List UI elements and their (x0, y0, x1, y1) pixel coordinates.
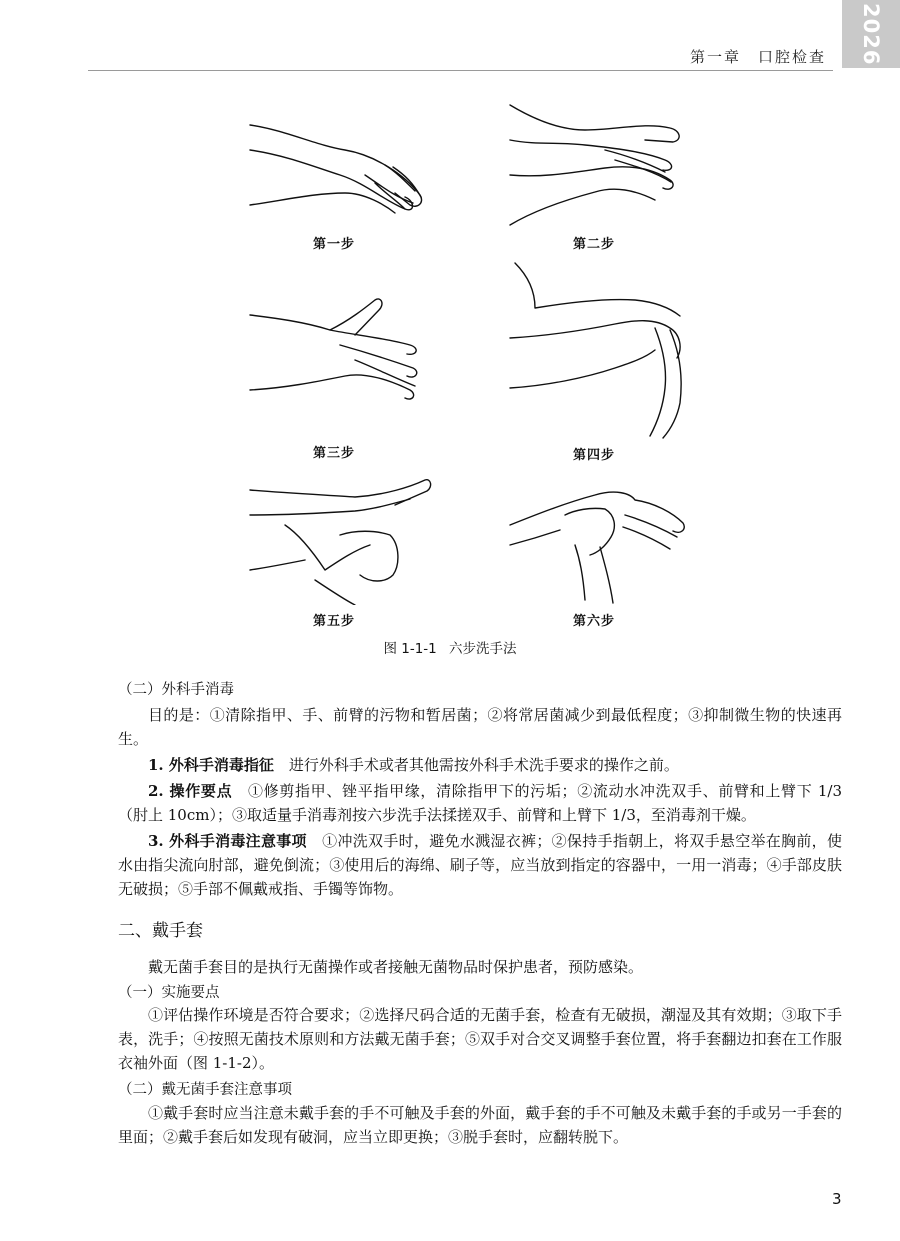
glove-precautions-paragraph: ①戴手套时应当注意未戴手套的手不可触及手套的外面，戴手套的手不可触及未戴手套的手或另一手套的里面；②戴手套后如发现有破洞，应当立即更换；③脱手套时，应翻转脱下。 (118, 1104, 842, 1146)
section-surgical-disinfection-body (118, 703, 842, 901)
figure-caption-number: 图 1-1-1 (383, 641, 437, 657)
precautions-label: 3. 外科手消毒注意事项 (148, 832, 307, 850)
step-6-label: 第六步 (573, 614, 616, 629)
year-tab (842, 0, 900, 68)
step-3-label: 第三步 (313, 446, 356, 461)
step-5-illustration (245, 475, 435, 605)
indication-paragraph (118, 753, 842, 777)
indication-text: 进行外科手术或者其他需按外科手术洗手要求的操作之前。 (273, 756, 679, 774)
operation-points-text: ①修剪指甲、锉平指甲缘，清除指甲下的污垢；②流动水冲洗双手、前臂和上臂下 1/3（肘上 10cm）；③取适量手消毒剂按六步洗手法揉搓双手、前臂和上臂下 1/3，至消毒剂干燥。 (118, 782, 842, 824)
precautions-text: ①冲洗双手时，避免水溅湿衣裤；②保持手指朝上，将双手悬空举在胸前，使水由指尖流向肘部，避免倒流；③使用后的海绵、刷子等，应当放到指定的容器中，一用一消毒；④手部皮肤无破损；⑤手部不佩戴戒指、手镯等饰物。 (118, 832, 842, 898)
figure-step-6 (505, 475, 695, 629)
purpose-paragraph: 目的是：①清除指甲、手、前臂的污物和暂居菌；②将常居菌减少到最低程度；③抑制微生物的快速再生。 (118, 706, 842, 748)
figure-caption-title: 六步洗手法 (449, 641, 517, 657)
header-rule (88, 70, 833, 71)
figure-step-5 (245, 475, 435, 629)
step-6-illustration (505, 475, 695, 605)
implementation-paragraph: ①评估操作环境是否符合要求；②选择尺码合适的无菌手套，检查有无破损，潮湿及其有效期；③取下手表，洗手；④按照无菌技术原则和方法戴无菌手套；⑤双手对合交叉调整手套位置，将手套翻边扣套在工作服衣袖外面（图 1-1-2）。 (118, 1006, 842, 1072)
section-heading-gloves: 二、戴手套 (118, 921, 203, 941)
indication-label: 1. 外科手消毒指征 (148, 756, 274, 774)
step-1-illustration (245, 105, 435, 230)
step-3-illustration (245, 290, 435, 415)
running-header-title: 第一章 口腔检查 (689, 48, 826, 66)
year-text: 2026 (859, 2, 883, 66)
subheading-glove-precautions: （二）戴无菌手套注意事项 (118, 1082, 292, 1098)
figure-step-2 (505, 100, 695, 252)
page-number: 3 (832, 1190, 842, 1208)
precautions-paragraph (118, 829, 842, 901)
gloves-intro (118, 955, 842, 979)
step-2-label: 第二步 (573, 237, 616, 252)
figure-caption (0, 637, 900, 657)
step-5-label: 第五步 (313, 614, 356, 629)
figure-step-4 (505, 258, 695, 463)
figure-step-1 (245, 105, 435, 252)
step-1-label: 第一步 (313, 237, 356, 252)
gloves-intro-paragraph: 戴无菌手套目的是执行无菌操作或者接触无菌物品时保护患者，预防感染。 (148, 958, 644, 976)
implementation-body (118, 1003, 842, 1075)
subheading-implementation: （一）实施要点 (118, 985, 220, 1001)
step-4-label: 第四步 (573, 448, 616, 463)
glove-precautions-body (118, 1101, 842, 1149)
step-2-illustration (505, 100, 695, 230)
section-heading-surgical-disinfection: （二）外科手消毒 (118, 682, 234, 698)
figure-step-3 (245, 290, 435, 461)
operation-points-paragraph (118, 779, 842, 827)
step-4-illustration (505, 258, 695, 440)
operation-points-label: 2. 操作要点 (148, 782, 233, 800)
